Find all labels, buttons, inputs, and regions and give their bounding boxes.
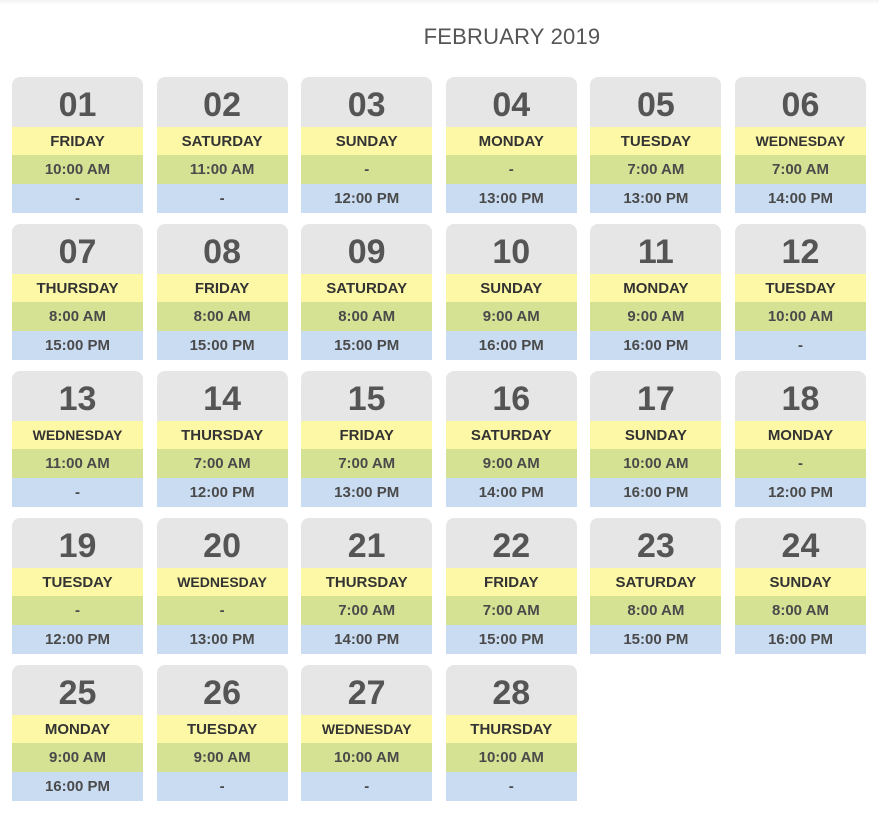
weekday-label: SUNDAY [301,127,432,156]
closing-time: 15:00 PM [12,331,143,360]
closing-time: 12:00 PM [12,625,143,654]
closing-time: 14:00 PM [735,184,866,213]
closing-time: 16:00 PM [12,772,143,801]
day-number: 15 [301,371,432,421]
day-card[interactable] [301,665,432,801]
day-card[interactable] [590,224,721,360]
opening-time: 7:00 AM [301,596,432,625]
weekday-label: THURSDAY [301,568,432,597]
weekday-label: THURSDAY [12,274,143,303]
day-number: 22 [446,518,577,568]
weekday-label: MONDAY [735,421,866,450]
opening-time: 7:00 AM [590,155,721,184]
day-number: 20 [157,518,288,568]
day-card[interactable] [446,371,577,507]
day-card[interactable] [12,518,143,654]
day-number: 21 [301,518,432,568]
opening-time: 8:00 AM [12,302,143,331]
day-number: 07 [12,224,143,274]
day-number: 16 [446,371,577,421]
day-number: 13 [12,371,143,421]
day-card[interactable] [12,77,143,213]
day-card[interactable] [157,224,288,360]
opening-time: 10:00 AM [446,743,577,772]
opening-time: 7:00 AM [446,596,577,625]
opening-time: 10:00 AM [301,743,432,772]
closing-time: 14:00 PM [301,625,432,654]
day-card[interactable] [590,518,721,654]
day-card[interactable] [12,665,143,801]
day-number: 04 [446,77,577,127]
day-card[interactable] [735,224,866,360]
day-number: 08 [157,224,288,274]
day-card[interactable] [446,224,577,360]
closing-time: 14:00 PM [446,478,577,507]
closing-time: - [157,184,288,213]
day-card[interactable] [446,77,577,213]
closing-time: 12:00 PM [157,478,288,507]
opening-time: 7:00 AM [157,449,288,478]
weekday-label: TUESDAY [590,127,721,156]
day-number: 14 [157,371,288,421]
weekday-label: FRIDAY [157,274,288,303]
day-number: 28 [446,665,577,715]
weekday-label: WEDNESDAY [735,127,866,156]
opening-time: - [301,155,432,184]
day-number: 26 [157,665,288,715]
weekday-label: SATURDAY [157,127,288,156]
weekday-label: WEDNESDAY [301,715,432,744]
day-number: 12 [735,224,866,274]
weekday-label: MONDAY [590,274,721,303]
opening-time: 9:00 AM [12,743,143,772]
closing-time: 15:00 PM [590,625,721,654]
opening-time: - [446,155,577,184]
day-number: 27 [301,665,432,715]
closing-time: - [12,184,143,213]
opening-time: 9:00 AM [446,449,577,478]
opening-time: 9:00 AM [157,743,288,772]
weekday-label: THURSDAY [157,421,288,450]
opening-time: 7:00 AM [301,449,432,478]
opening-time: 8:00 AM [590,596,721,625]
closing-time: 12:00 PM [735,478,866,507]
closing-time: 13:00 PM [157,625,288,654]
day-number: 10 [446,224,577,274]
day-number: 18 [735,371,866,421]
day-card[interactable] [157,77,288,213]
calendar-title: FEBRUARY 2019 [423,24,601,49]
opening-time: 10:00 AM [590,449,721,478]
day-number: 25 [12,665,143,715]
day-number: 17 [590,371,721,421]
closing-time: - [301,772,432,801]
opening-time: 7:00 AM [735,155,866,184]
closing-time: 12:00 PM [301,184,432,213]
weekday-label: SUNDAY [735,568,866,597]
day-card[interactable] [12,224,143,360]
day-number: 03 [301,77,432,127]
weekday-label: FRIDAY [446,568,577,597]
weekday-label: SUNDAY [590,421,721,450]
closing-time: - [735,331,866,360]
closing-time: 13:00 PM [446,184,577,213]
weekday-label: WEDNESDAY [157,568,288,597]
closing-time: 13:00 PM [590,184,721,213]
opening-time: - [12,596,143,625]
day-number: 06 [735,77,866,127]
opening-time: 11:00 AM [157,155,288,184]
weekday-label: SUNDAY [446,274,577,303]
weekday-label: TUESDAY [12,568,143,597]
day-number: 19 [12,518,143,568]
weekday-label: SATURDAY [590,568,721,597]
closing-time: 16:00 PM [735,625,866,654]
day-card[interactable] [157,371,288,507]
day-card[interactable] [446,518,577,654]
opening-time: 10:00 AM [735,302,866,331]
closing-time: 13:00 PM [301,478,432,507]
day-card[interactable] [301,518,432,654]
day-card[interactable] [157,518,288,654]
weekday-label: WEDNESDAY [12,421,143,450]
day-number: 23 [590,518,721,568]
day-card[interactable] [735,518,866,654]
day-card[interactable] [157,665,288,801]
day-card[interactable] [590,371,721,507]
weekday-label: FRIDAY [301,421,432,450]
day-card[interactable] [735,371,866,507]
day-card[interactable] [301,371,432,507]
day-card[interactable] [735,77,866,213]
day-number: 24 [735,518,866,568]
weekday-label: TUESDAY [735,274,866,303]
day-number: 09 [301,224,432,274]
opening-time: 8:00 AM [301,302,432,331]
weekday-label: MONDAY [446,127,577,156]
weekday-label: MONDAY [12,715,143,744]
closing-time: 16:00 PM [590,331,721,360]
closing-time: - [157,772,288,801]
day-card[interactable] [590,77,721,213]
weekday-label: FRIDAY [12,127,143,156]
opening-time: 11:00 AM [12,449,143,478]
closing-time: 16:00 PM [590,478,721,507]
day-card[interactable] [301,77,432,213]
day-number: 11 [590,224,721,274]
top-divider [0,0,879,4]
weekday-label: THURSDAY [446,715,577,744]
day-number: 01 [12,77,143,127]
closing-time: 16:00 PM [446,331,577,360]
opening-time: - [735,449,866,478]
closing-time: 15:00 PM [157,331,288,360]
closing-time: - [446,772,577,801]
weekday-label: SATURDAY [301,274,432,303]
day-card[interactable] [301,224,432,360]
closing-time: 15:00 PM [301,331,432,360]
opening-time: 8:00 AM [157,302,288,331]
calendar-grid [12,77,866,801]
weekday-label: TUESDAY [157,715,288,744]
opening-time: 9:00 AM [590,302,721,331]
day-number: 05 [590,77,721,127]
closing-time: 15:00 PM [446,625,577,654]
opening-time: 9:00 AM [446,302,577,331]
opening-time: 10:00 AM [12,155,143,184]
closing-time: - [12,478,143,507]
day-card[interactable] [12,371,143,507]
day-card[interactable] [446,665,577,801]
weekday-label: SATURDAY [446,421,577,450]
day-number: 02 [157,77,288,127]
opening-time: - [157,596,288,625]
opening-time: 8:00 AM [735,596,866,625]
